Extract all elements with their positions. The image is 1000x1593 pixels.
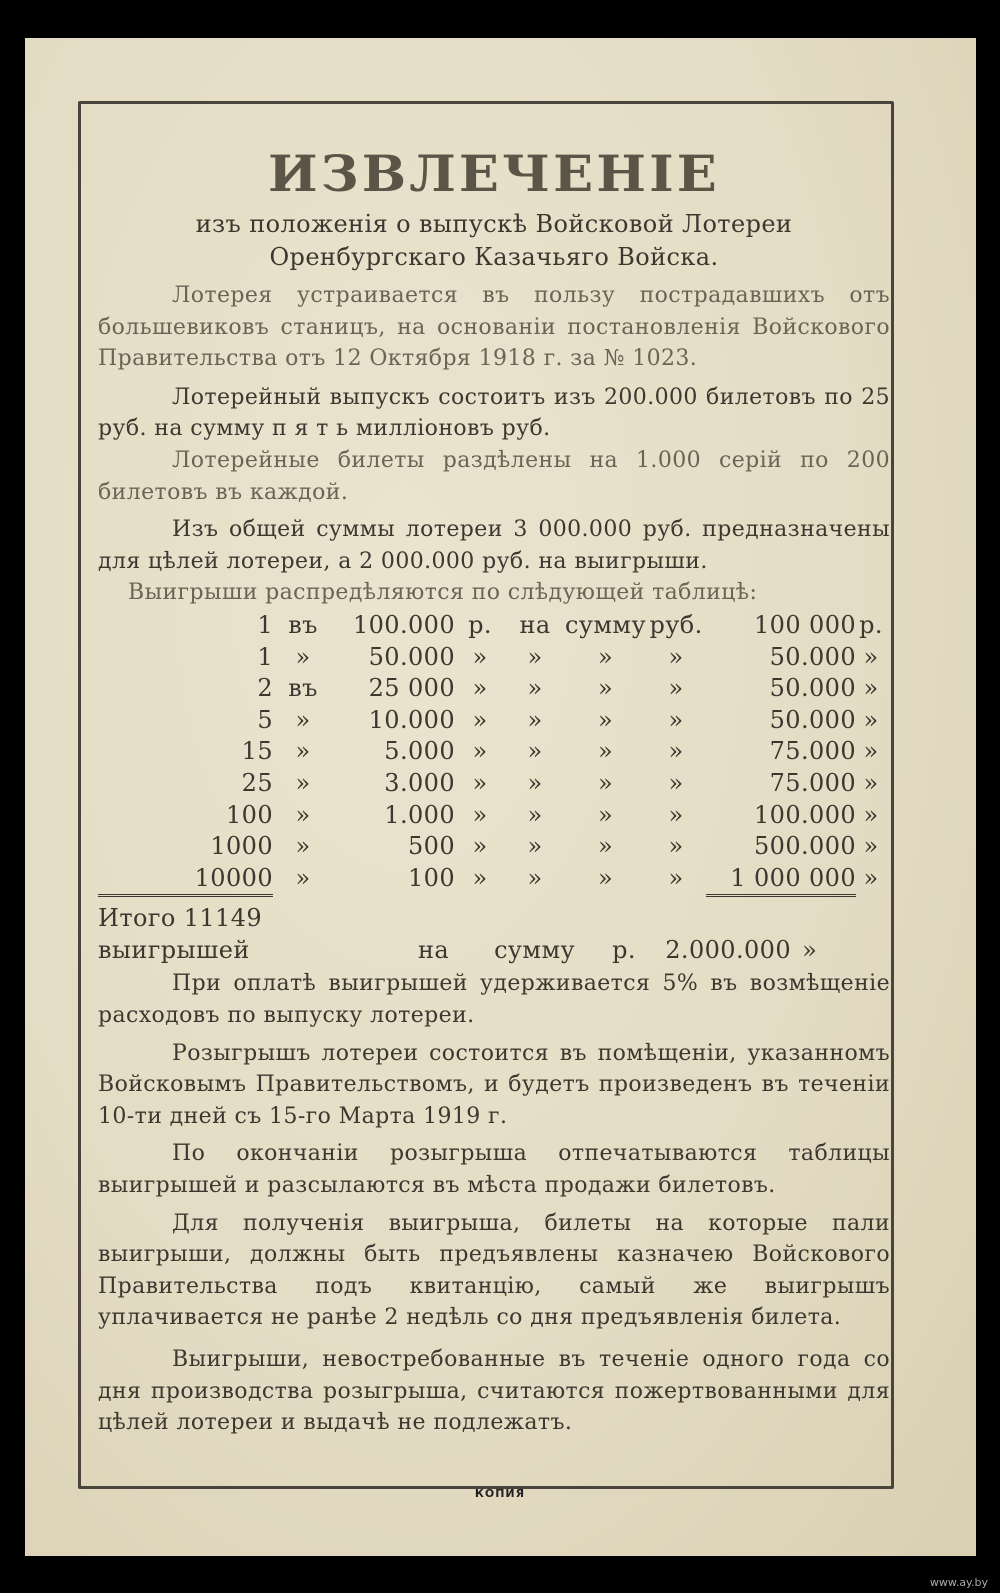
- prize-cell-v: »: [295, 642, 311, 671]
- prize-cell-na: »: [527, 800, 543, 829]
- prize-cell-v: въ: [288, 610, 318, 639]
- prize-cell-count: 25: [241, 768, 273, 797]
- table-row: [98, 800, 886, 832]
- table-row: [98, 705, 886, 737]
- prize-cell-rub: »: [668, 674, 684, 703]
- table-row: [98, 831, 886, 863]
- prize-cell-r: »: [472, 737, 488, 766]
- prize-cell-rub: »: [668, 832, 684, 861]
- prize-cell-v: »: [295, 768, 311, 797]
- table-row: [98, 863, 886, 896]
- prize-cell-r: »: [472, 864, 488, 893]
- subtitle-line-1: изъ положенія о выпускѣ Войсковой Лотереи: [195, 210, 793, 238]
- prize-cell-count: 1: [257, 610, 273, 639]
- prize-cell-amount: 100: [407, 864, 455, 893]
- table-row: [98, 768, 886, 800]
- total-r: р.: [612, 935, 636, 964]
- paragraph-unclaimed: Выигрыши, невостребованные въ теченіе одного года со дня производства розыгрыша, считаются пожертвованными для цѣлей лотереи и выдачѣ не подлежатъ.: [98, 1347, 890, 1436]
- prize-cell-rr: р.: [859, 610, 883, 639]
- prize-cell-total: 500.000: [753, 832, 857, 861]
- prize-cell-total: 75.000: [769, 737, 857, 766]
- prize-cell-rr: »: [863, 642, 879, 671]
- prize-cell-na: »: [527, 674, 543, 703]
- prize-cell-total: 50.000: [769, 642, 857, 671]
- table-row: [98, 673, 886, 705]
- table-row: [98, 642, 886, 674]
- prize-cell-amount: 3.000: [384, 768, 455, 797]
- prize-cell-summu: »: [597, 832, 614, 861]
- prize-cell-r: »: [472, 832, 488, 861]
- prize-cell-rr: »: [863, 705, 879, 734]
- paragraph-payout: Для полученія выигрыша, билеты на которые пали выигрыши, должны быть предъявлены казначею Войскового Правительства подъ квитанцію, самый же выигрышъ уплачивается не ранѣе 2 недѣль со дня предъявленія билета.: [98, 1210, 890, 1331]
- prize-cell-summu: »: [597, 864, 614, 893]
- prize-cell-count: 5: [257, 705, 273, 734]
- prize-cell-rub: »: [668, 800, 684, 829]
- prize-cell-total: 100.000: [753, 800, 857, 829]
- prize-cell-na: »: [527, 705, 543, 734]
- paragraph-fee: При оплатѣ выигрышей удерживается 5% въ возмѣщеніе расходовъ по выпуску лотереи.: [98, 971, 890, 1029]
- document-body: [98, 142, 890, 1439]
- prize-cell-v: въ: [288, 674, 318, 703]
- prize-cell-r: »: [472, 705, 488, 734]
- prize-cell-na: »: [527, 642, 543, 671]
- prize-cell-r: »: [472, 768, 488, 797]
- prize-cell-na: »: [527, 768, 543, 797]
- prize-cell-rr: »: [863, 800, 879, 829]
- prize-cell-count: 10000: [98, 863, 273, 896]
- prize-cell-na: »: [527, 864, 543, 893]
- prize-cell-summu: »: [597, 642, 614, 671]
- prize-cell-count: 100: [225, 800, 273, 829]
- prize-cell-rr: »: [863, 674, 879, 703]
- total-amount: 2.000.000: [665, 935, 791, 964]
- prize-cell-total: 100 000: [753, 610, 857, 639]
- paragraph-allocation: Изъ общей суммы лотереи 3 000.000 руб. предназначены для цѣлей лотереи, а 2 000.000 руб. на выигрыши.: [98, 517, 890, 574]
- prize-cell-total: 50.000: [769, 705, 857, 734]
- document-title: ИЗВЛЕЧЕНІЕ: [268, 144, 720, 203]
- prize-cell-total: 50.000: [769, 674, 857, 703]
- prize-cell-total: 75.000: [769, 768, 857, 797]
- prize-cell-amount: 1.000: [384, 800, 455, 829]
- prize-cell-v: »: [295, 705, 311, 734]
- prize-cell-rub: »: [668, 864, 684, 893]
- prize-cell-r: »: [472, 674, 488, 703]
- prize-cell-amount: 50.000: [368, 642, 455, 671]
- prize-cell-amount: 500: [407, 832, 455, 861]
- prize-cell-r: р.: [468, 610, 492, 639]
- prize-cell-r: »: [472, 642, 488, 671]
- prize-cell-count: 1: [257, 642, 273, 671]
- prize-cell-summu: »: [597, 705, 614, 734]
- paragraph-issue: Лотерейный выпускъ состоитъ изъ 200.000 билетовъ по 25 руб. на сумму п я т ь милліоновъ руб.: [98, 384, 890, 442]
- table-intro: Выигрыши распредѣляются по слѣдующей таблицѣ:: [128, 580, 758, 606]
- prize-cell-na: »: [527, 832, 543, 861]
- prize-cell-count: 1000: [210, 832, 273, 861]
- total-na: на: [418, 935, 450, 964]
- prize-cell-rr: »: [863, 832, 879, 861]
- prize-cell-v: »: [295, 832, 311, 861]
- paragraph-tables: По окончаніи розыгрыша отпечатываются таблицы выигрышей и разсылаются въ мѣста продажи билетовъ.: [98, 1141, 890, 1199]
- prize-cell-amount: 25 000: [368, 674, 455, 703]
- copy-stamp: КОПИЯ: [474, 1487, 526, 1500]
- prize-cell-na: на: [519, 610, 551, 639]
- prize-cell-summu: сумму: [565, 610, 647, 639]
- prize-cell-summu: »: [597, 768, 614, 797]
- prize-cell-summu: »: [597, 737, 614, 766]
- total-line: [98, 903, 890, 966]
- total-mark: »: [802, 935, 818, 964]
- prize-cell-rub: »: [668, 642, 684, 671]
- prize-cell-amount: 100.000: [352, 610, 455, 639]
- prize-cell-count: 2: [257, 674, 273, 703]
- total-summu: сумму: [494, 935, 576, 964]
- prize-cell-total: 1 000 000: [706, 863, 856, 896]
- total-label: Итого 11149 выигрышей: [98, 904, 263, 964]
- prize-cell-rub: »: [668, 737, 684, 766]
- prize-cell-rub: »: [668, 705, 684, 734]
- prize-cell-rub: »: [668, 768, 684, 797]
- paragraph-purpose: Лотерея устраивается въ пользу пострадавшихъ отъ большевиковъ станицъ, на основаніи постановленія Войскового Правительства отъ 12 Октября 1918 г. за № 1023.: [98, 283, 890, 372]
- prize-cell-summu: »: [597, 674, 614, 703]
- prize-cell-summu: »: [597, 800, 614, 829]
- prize-cell-v: »: [295, 800, 311, 829]
- paragraph-draw: Розыгрышъ лотереи состоится въ помѣщеніи, указанномъ Войсковымъ Правительствомъ, и будетъ произведенъ въ теченіи 10-ти дней съ 15-го Марта 1919 г.: [98, 1040, 890, 1129]
- prize-cell-na: »: [527, 737, 543, 766]
- prize-cell-rr: »: [863, 768, 879, 797]
- table-row: [98, 736, 886, 768]
- prize-cell-count: 15: [241, 737, 273, 766]
- prize-cell-v: »: [295, 864, 311, 893]
- subtitle-line-2: Оренбургскаго Казачьяго Войска.: [269, 243, 719, 271]
- prize-cell-rr: »: [863, 737, 879, 766]
- prize-cell-r: »: [472, 800, 488, 829]
- prize-cell-rr: »: [863, 864, 879, 893]
- prize-cell-amount: 5.000: [384, 737, 455, 766]
- watermark: www.ay.by: [929, 1576, 988, 1589]
- prize-cell-rub: руб.: [649, 610, 703, 639]
- prize-cell-amount: 10.000: [368, 705, 455, 734]
- prize-table: [98, 610, 886, 897]
- prize-cell-v: »: [295, 737, 311, 766]
- table-row: [98, 610, 886, 642]
- paragraph-series: Лотерейные билеты раздѣлены на 1.000 серій по 200 билетовъ въ каждой.: [98, 447, 890, 505]
